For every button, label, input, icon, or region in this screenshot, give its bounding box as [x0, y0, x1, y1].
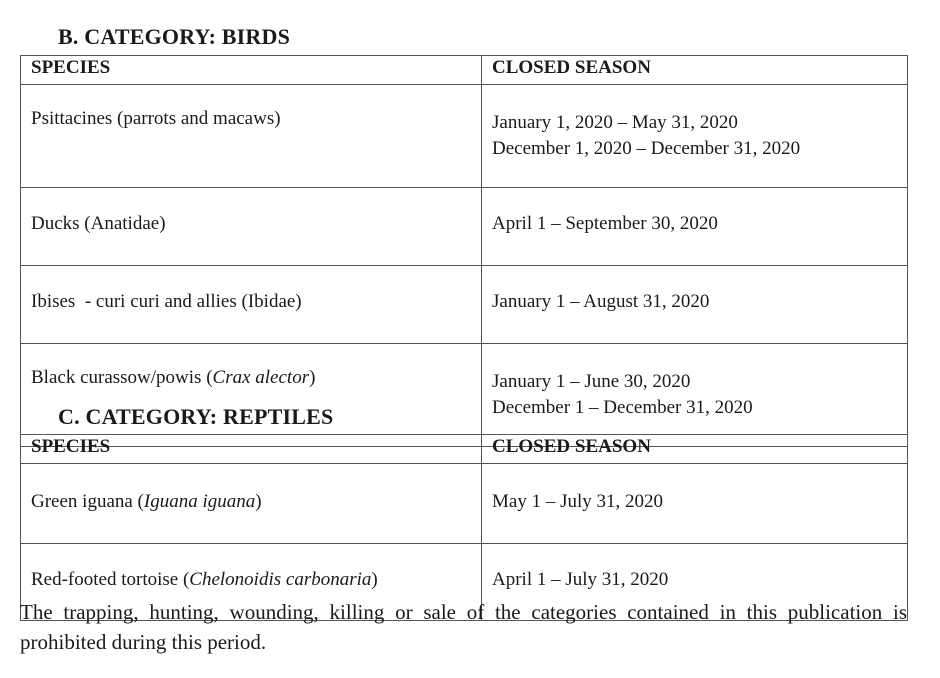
table-row [21, 188, 908, 266]
species-cell [21, 85, 482, 188]
closed-season-cell [482, 464, 908, 544]
table-row [21, 85, 908, 188]
closed-season-cell [482, 188, 908, 266]
closed-season-period: April 1 – September 30, 2020 [492, 213, 718, 234]
closed-season-period: January 1 – June 30, 2020 [492, 371, 691, 392]
species-name: Red-footed tortoise ( [31, 569, 190, 590]
reptiles-category-heading: C. CATEGORY: REPTILES [58, 404, 334, 429]
closed-season-period: December 1 – December 31, 2020 [492, 397, 753, 418]
closed-season-period: April 1 – July 31, 2020 [492, 569, 669, 590]
species-name-suffix: ) [309, 367, 316, 388]
species-name: Black curassow/powis ( [31, 367, 213, 388]
table-header-row [21, 56, 908, 85]
species-scientific-name: Iguana iguana [143, 491, 256, 512]
prohibition-notice: The trapping, hunting, wounding, killing or sale of the categories contained in this publication is prohibited during this period. [20, 600, 907, 654]
closed-season-cell [482, 266, 908, 344]
reptiles-closed-season-table [20, 434, 908, 621]
birds-closed-season-table [20, 55, 908, 447]
species-cell [21, 266, 482, 344]
closed-season-period: May 1 – July 31, 2020 [492, 491, 663, 512]
closed-season-cell [482, 85, 908, 188]
closed-season-period: January 1, 2020 – May 31, 2020 [492, 112, 738, 133]
closed-season-period: December 1, 2020 – December 31, 2020 [492, 138, 801, 159]
table-row [21, 464, 908, 544]
species-cell [21, 464, 482, 544]
closed-season-cell [482, 344, 908, 447]
closed-season-period: January 1 – August 31, 2020 [492, 291, 710, 312]
species-scientific-name: Chelonoidis carbonaria [189, 569, 372, 590]
species-cell [21, 344, 482, 447]
closed-season-column-header: CLOSED SEASON [482, 56, 908, 85]
table-row [21, 344, 908, 447]
species-column-header: SPECIES [21, 56, 482, 85]
species-name: Psittacines (parrots and macaws) [31, 108, 281, 129]
species-name: Ducks (Anatidae) [31, 213, 166, 234]
species-name-suffix: ) [255, 491, 262, 512]
species-name: Ibises - curi curi and allies (Ibidae) [31, 291, 302, 312]
closed-season-column-header: CLOSED SEASON [482, 435, 908, 464]
birds-category-heading: B. CATEGORY: BIRDS [58, 24, 291, 49]
species-cell [21, 188, 482, 266]
species-scientific-name: Crax alector [212, 367, 310, 388]
species-column-header: SPECIES [21, 435, 482, 464]
table-row [21, 266, 908, 344]
species-name: Green iguana ( [31, 491, 144, 512]
table-header-row [21, 435, 908, 464]
species-name-suffix: ) [371, 569, 378, 590]
